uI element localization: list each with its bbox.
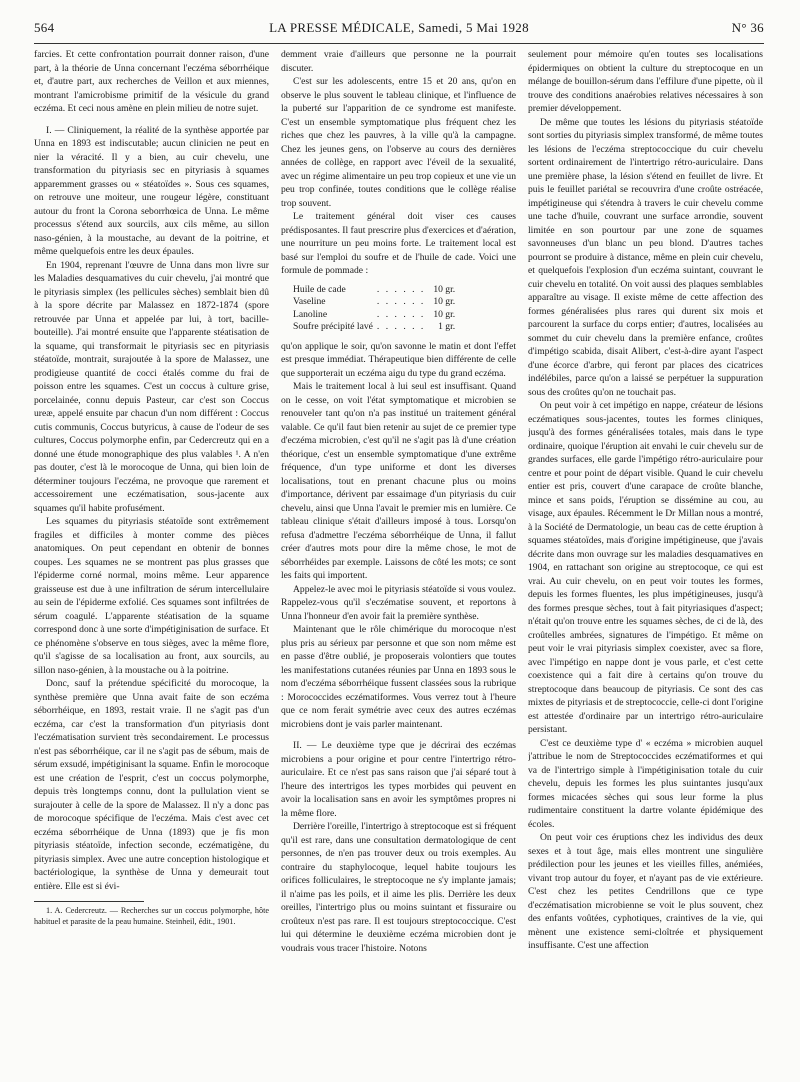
issue-number: N° 36 — [731, 20, 764, 35]
paragraph: En 1904, reprenant l'œuvre de Unna dans mon livre sur les Maladies desquamatives du cuir chevelu, j'ai montré que le pityriasis simplex (les pellicules sèches) semblait bien dû à la spore décrite par Malassez en 1872-1874 (spore retrouvée par Unna et appelée par lui, à tort, bacille-bouteille). J'ai montré ensuite que l'apparente stéatisation de la squame, qui transformait le pityriasis sec en pityriasis stéatoïde, montrait, surajoutée à la spore de Malassez, une prodigieuse quantité de cocci étalés comme du frai de poisson entre les squames. C'est un coccus à culture grise, porcelainée, connu depuis Pasteur, car c'est son Coccus ureæ, appelé ensuite par chacun d'un nom différent : Coccus cutis communis, Coccus butyricus, à cause de l'odeur de ses cultures, Coccus polymorphe enfin, par Cedercreutz qui en a donné une étude monographique des plus valables ¹. A n'en pas douter, c'est là le morocoque de Unna, qui bien loin de déterminer toujours l'eczéma, ne provoque que rarement et accessoirement une eczématisation, sous-jacente aux squames qu'il habite profusément. — [34, 259, 269, 514]
formula-leader: . . . . . . — [376, 321, 426, 332]
column-3 — [528, 48, 763, 1066]
paragraph: De même que toutes les lésions du pityriasis stéatoïde sont sorties du pityriasis simplex transformé, de même toutes les lésions de l'eczéma streptococcique du cuir chevelu sortent ordinairement de l'intertrigo rétro-auriculaire. Dans une première phase, la lésion s'étend en feuillet de livre. Et puis le feuillet pariétal se recouvrira d'une croûte ostréacée, impétigineuse qui s'étendra à travers le cuir chevelu comme une tache d'huile, couvrant une surface arrondie, souvent limitée en son pourtour par une zone de squames savonneuses d'un blanc un peu blond. D'autres taches pourront se produire à distance, même en plein cuir chevelu, et quelquefois l'explosion d'un eczéma suintant, couvrant le cuir chevelu en totalité. On voit aussi des plaques semblables apparaître au visage. Il existe même de cette affection des formes généralisées plus rares qui durent six mois et parcourent la surface du corps entier; d'autres, localisées au sommet du cuir chevelu dans la première enfance, croûtes d'impétigo scabida, disait Alibert, c'est-à-dire ayant l'aspect d'une écorce d'arbre, qui feront par places des cicatrices indélébiles, parce qu'on a laissé se perpétuer la suppuration sous des croûtes qu'on ne touchait pas. — [528, 116, 763, 398]
paragraph: qu'on applique le soir, qu'on savonne le matin et dont l'effet est presque immédiat. Thérapeutique bien différente de celle que supporterait un eczéma aigu du type du grand eczéma. — [281, 340, 516, 379]
page-number: 564 — [34, 20, 55, 35]
paragraph: seulement pour mémoire qu'en toutes ses localisations épidermiques on obtient la culture du streptocoque en un mélange de bouillon-sérum dans l'effilure d'une pipette, où il trouve des conditions anaérobies relatives nécessaires à son premier développement. — [528, 49, 763, 114]
paragraph: Donc, sauf la prétendue spécificité du morocoque, la synthèse première que Unna avait faite de son eczéma séborrhéique, en 1893, restait vraie. Il ne s'agit pas d'un eczéma, car c'est la transformation d'un pityriasis dont l'eczématisation survient très secondairement. Le processus n'est pas séborrhéique, car il ne s'agit pas de sébum, mais de sérum exsudé, impétiginisant la squame. Enfin le morocoque est une création de l'esprit, c'est un coccus polymorphe, depuis très longtemps connu, dont la pullulation vient se surajouter à celle de la spore de Malassez. Il n'y a donc pas de morocoque spécifique de l'eczéma. Mais c'est avec cet eczéma séborrhéique de Unna (1893) que je fis mon pityriasis stéatoïde, infection seconde, eczématigène, du pityriasis simplex. Avec une autre conception histologique et bactériologique, la synthèse de Unna y demeurait tout entière. Elle est si évi- — [34, 678, 269, 892]
article-columns — [34, 48, 764, 1066]
paragraph: I. — Cliniquement, la réalité de la synthèse apportée par Unna en 1893 est indiscutable; aucun clinicien ne peut en nier la véracité. Il y a bien, au cuir chevelu, une transformation du pityriasis sec en pityriasis à squames apparemment grasses ou « stéatoïdes ». Sous ces squames, on retrouve une moiteur, une rougeur légère, constituant autour du front la Corona seborrhœica de Unna. Le même processus s'étend aux sourcils, aux cils même, au sillon naso-génien, à la moustache, au devant de la poitrine, et même quelquefois entre les deux épaules. — [34, 124, 269, 257]
formula-quantity: 1 gr. — [438, 321, 456, 332]
running-header — [34, 20, 764, 44]
formula-quantity: 10 gr. — [433, 296, 456, 307]
formula-ingredient: Soufre précipité lavé — [293, 321, 373, 332]
paragraph: Maintenant que le rôle chimérique du morocoque n'est plus pris au sérieux par personne et que son nom même est en passe d'être oublié, je proposerais volontiers que toutes les manifestations cutanées réunies par Unna en 1893 sous le nom d'eczéma séborrhéique fussent classées sous la rubrique : Morococcides eczématiformes. Vous verrez tout à l'heure que ce nom ferait symétrie avec ceux des autres eczémas microbiens dont je vais parler maintenant. — [281, 624, 516, 730]
formula-ingredient: Lanoline — [293, 308, 328, 320]
formula-row — [293, 309, 459, 322]
journal-title: LA PRESSE MÉDICALE, Samedi, 5 Mai 1928 — [269, 20, 529, 35]
footnote-rule — [34, 901, 144, 902]
formula-leader: . . . . . . — [376, 308, 426, 320]
column-2 — [281, 48, 516, 1066]
formula-leader: . . . . . . — [376, 296, 426, 307]
column-1 — [34, 48, 269, 1066]
formula-ingredient: Huile de cade — [293, 283, 346, 295]
paragraph: On peut voir ces éruptions chez les individus des deux sexes et à tout âge, mais elles montrent une singulière prédilection pour les jeunes et les vieilles filles, anémiées, vivant trop autour du foyer, et n'ayant pas de vie extérieure. C'est chez les petites Cendrillons que ce type d'eczématisation microbienne se voit le plus souvent, chez des enfants voûtées, cyphotiques, craintives de la vie, qui mènent une existence semi-cloîtrée et physiquement insuffisante. C'est une affection — [528, 832, 763, 951]
formula-leader: . . . . . . — [376, 283, 426, 295]
formula-ingredient: Vaseline — [293, 296, 326, 307]
paragraph: Mais le traitement local à lui seul est insuffisant. Quand on le cesse, on voit l'état symptomatique et microbien se renouveler tant qu'on n'a pas institué un traitement général valable. Ce qu'il faut bien retenir au sujet de ce premier type d'eczéma microbien, c'est qu'il ne s'agit pas là d'une création théorique, c'est un ensemble symptomatique d'une extrême fréquence, d'un type uniforme et dont les diverses localisations, tout en prenant chacune plus ou moins d'importance, dérivent par essaimage d'un pityriasis du cuir chevelu, ainsi que Unna l'avait le premier mis en lumière. Ce tableau clinique s'était d'ailleurs imposé à tous. Lorsqu'on refusa d'admettre l'eczéma séborrhéique de Unna, il fallut créer d'autres mots pour dire la même chose, le mot de séborrhéides par exemple. Laissons de côté les mots; ce sont les faits qui importent. — [281, 381, 516, 581]
ointment-formula — [293, 284, 459, 334]
paragraph: Appelez-le avec moi le pityriasis stéatoïde si vous voulez. Rappelez-vous qu'il s'eczématise souvent, et reportons à Unna l'honneur d'en avoir fait la première synthèse. — [281, 583, 516, 622]
paragraph: demment vraie d'ailleurs que personne ne la pourrait discuter. — [281, 49, 516, 74]
paragraph: C'est ce deuxième type d' « eczéma » microbien auquel j'attribue le nom de Streptococcides eczématiformes et qui va de l'intertrigo simple à l'impétiginisation totale du cuir chevelu, depuis les formes les plus suintantes jusqu'aux formes micacées sèches qui sous leur forme la plus rudimentaire constituent la dartre volante épidémique des écoles. — [528, 737, 763, 830]
formula-quantity: 10 gr. — [433, 283, 456, 295]
paragraph: Les squames du pityriasis stéatoïde sont extrêmement fragiles et difficiles à monter comme des pièces anatomiques. On peut cependant en obtenir de bonnes coupes. Les squames ne se montrent pas plus grasses que l'épiderme corné normal, moins même. Leur apparence graisseuse est due à une infiltration de sérum intercellulaire au sein de l'épiderme exfolié. Ces squames sont infiltrées de sérum coagulé. L'apparente stéatisation de la squame correspond donc à une sorte d'impétiginisation de surface. Et ce phénomène s'observe en tous sièges, avec la même flore, qu'il s'agisse de sa localisation au front, aux sourcils, au sillon naso-génien, à la moustache ou à la poitrine. — [34, 516, 269, 676]
footnote: 1. A. Cedercreutz. — Recherches sur un coccus polymorphe, hôte habituel et parasite de la peau humaine. Steinheil, édit., 1901. — [34, 906, 269, 926]
formula-row — [293, 321, 459, 334]
paragraph: Le traitement général doit viser ces causes prédisposantes. Il faut prescrire plus d'exercices et d'aération, une nourriture un peu moins forte. Le traitement local est basé sur l'emploi du soufre et de l'huile de cade. Voici une formule de pommade : — [281, 211, 516, 276]
formula-row — [293, 284, 459, 297]
paragraph: On peut voir à cet impétigo en nappe, créateur de lésions eczématiques sous-jacentes, toutes les formes cliniques, jusqu'à des formes généralisées totales, mais dans le type ordinaire, quoique l'éruption ait envahi le cuir chevelu sur de grandes surfaces, elle garde l'impétigo rétro-auriculaire pour centre et pour point de départ visible. Quand le cuir chevelu entier est pris, couvert d'une carapace de croûte blanche, mince et sans poids, l'éruption se dissémine au cou, au visage, aux épaules. Récemment le Dr Millan nous a montré, à la Société de Dermatologie, un beau cas de cette éruption à squames stéatoïdes, mais d'origine impétigineuse, que j'avais décrite dans mon ouvrage sur les maladies desquamatives en 1904, en rattachant son origine au streptocoque, ce qui est vrai. Au cuir chevelu, on en peut voir toutes les formes, depuis les formes fluentes, les plus impétigineuses, jusqu'à des formes presque sèches, tout à fait pityriasiques d'aspect; n'était qu'on trouve entre les squames sèches, de ci de là, des croûtelles ambrées, signatures de l'impétigo. Et même on peut voir le vrai pityriasis simplex coexister, avec sa flore, avec l'impétigo en nappe dont je vous parle, et c'est cette coexistence qui a fait dire à certains qu'on trouve du streptocoque dans beaucoup de pityriasis. Ce sont des cas mixtes de pityriasis et de streptococcie, celle-ci dont l'origine est attestée d'ordinaire par un intertrigo rétro-auriculaire persistant. — [528, 400, 763, 735]
paragraph: C'est sur les adolescents, entre 15 et 20 ans, qu'on en observe le plus souvent le tableau clinique, et l'influence de la puberté sur l'apparition de ce syndrome est manifeste. C'est un ensemble symptomatique plus fréquent chez les riches que chez les pauvres, à la ville qu'à la campagne. Chez les jeunes gens, on l'observe au cours des dernières années de collège, en rapport avec l'éveil de la sexualité, avec un régime alimentaire un peu trop copieux et une vie un peu trop confinée, toutes conditions que le collège réalise trop souvent. — [281, 76, 516, 209]
paragraph: Derrière l'oreille, l'intertrigo à streptocoque est si fréquent qu'il est rare, dans une consultation dermatologique de cent personnes, de n'en pas trouver deux ou trois exemples. Au contraire du staphylocoque, lequel habite toujours les orifices folliculaires, le streptocoque ne s'y implante jamais; il n'aime pas les poils, et il aime les plis. Derrière les deux oreilles, l'intertrigo plus ou moins suintant et fissuraire ou croûteux n'est pas rare. Il est toujours streptococcique. C'est lui qui détermine le deuxième eczéma microbien dont je voudrais vous tracer l'histoire. Notons — [281, 821, 516, 954]
formula-quantity: 10 gr. — [433, 308, 456, 320]
paragraph: farcies. Et cette confrontation pourrait donner raison, d'une part, à la théorie de Unna concernant l'eczéma séborrhéique et, d'autre part, aux recherches de Veillon et aux miennes, montrant l'amicrobisme primitif de la vésicule du grand eczéma. Et ceci nous amène en plein milieu de notre sujet. — [34, 49, 269, 114]
paragraph: II. — Le deuxième type que je décrirai des eczémas microbiens a pour origine et pour centre l'intertrigo rétro-auriculaire. Et ce n'est pas sans raison que j'ai séparé tout à l'heure des intertrigos les types morbides qui peuvent en avoir la localisation sans en avoir les symptômes propres ni la même flore. — [281, 740, 516, 819]
formula-row — [293, 296, 459, 309]
